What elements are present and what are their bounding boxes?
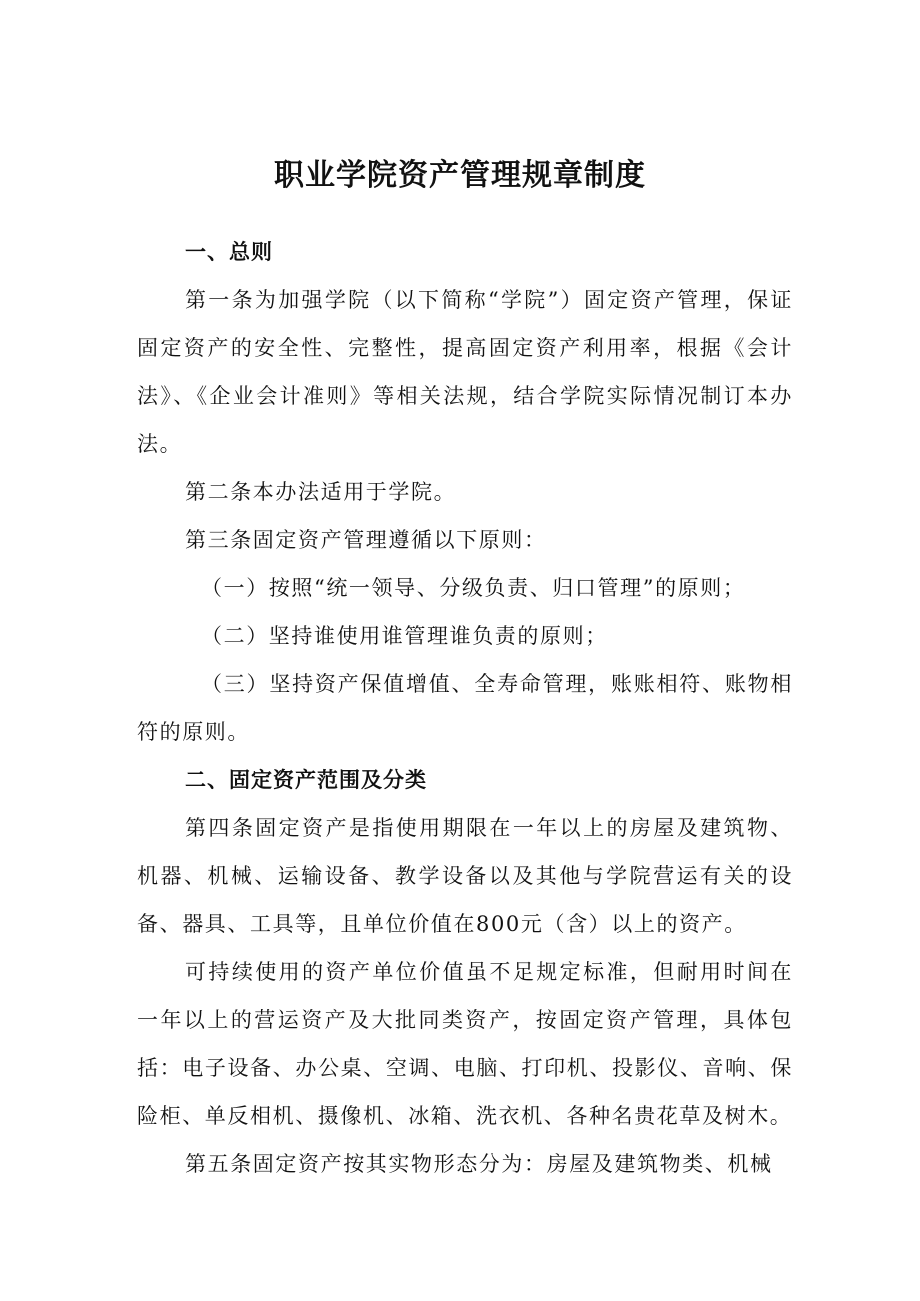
article-3-paragraph: 第三条固定资产管理遵循以下原则： bbox=[185, 528, 547, 552]
principle-item-3: （三）坚持资产保值增值、全寿命管理，账账相符、账物相符的原则。 bbox=[137, 672, 793, 744]
document-body bbox=[137, 228, 793, 1188]
asset-examples-paragraph: 可持续使用的资产单位价值虽不足规定标准，但耐用时间在一年以上的营运资产及大批同类资产，按固定资产管理，具体包括：电子设备、办公桌、空调、电脑、打印机、投影仪、音响、保险柜、单反相机、摄像机、冰箱、洗衣机、各种名贵花草及树木。 bbox=[137, 960, 793, 1128]
section-heading-general: 一、总则 bbox=[185, 240, 273, 264]
section-heading-scope: 二、固定资产范围及分类 bbox=[185, 768, 427, 792]
article-5-paragraph: 第五条固定资产按其实物形态分为：房屋及建筑物类、机械 bbox=[185, 1152, 773, 1176]
document-title: 职业学院资产管理规章制度 bbox=[274, 158, 646, 193]
principle-item-2: （二）坚持谁使用谁管理谁负责的原则； bbox=[201, 624, 608, 648]
principle-item-1: （一）按照“统一领导、分级负责、归口管理”的原则； bbox=[201, 576, 746, 600]
article-2-paragraph: 第二条本办法适用于学院。 bbox=[185, 480, 457, 504]
article-4-paragraph: 第四条固定资产是指使用期限在一年以上的房屋及建筑物、机器、机械、运输设备、教学设备以及其他与学院营运有关的设备、器具、工具等，且单位价值在800元（含）以上的资产。 bbox=[137, 816, 793, 936]
article-1-paragraph: 第一条为加强学院（以下简称“学院”）固定资产管理，保证固定资产的安全性、完整性，提高固定资产利用率，根据《会计法》、《企业会计准则》等相关法规，结合学院实际情况制订本办法。 bbox=[137, 288, 793, 456]
